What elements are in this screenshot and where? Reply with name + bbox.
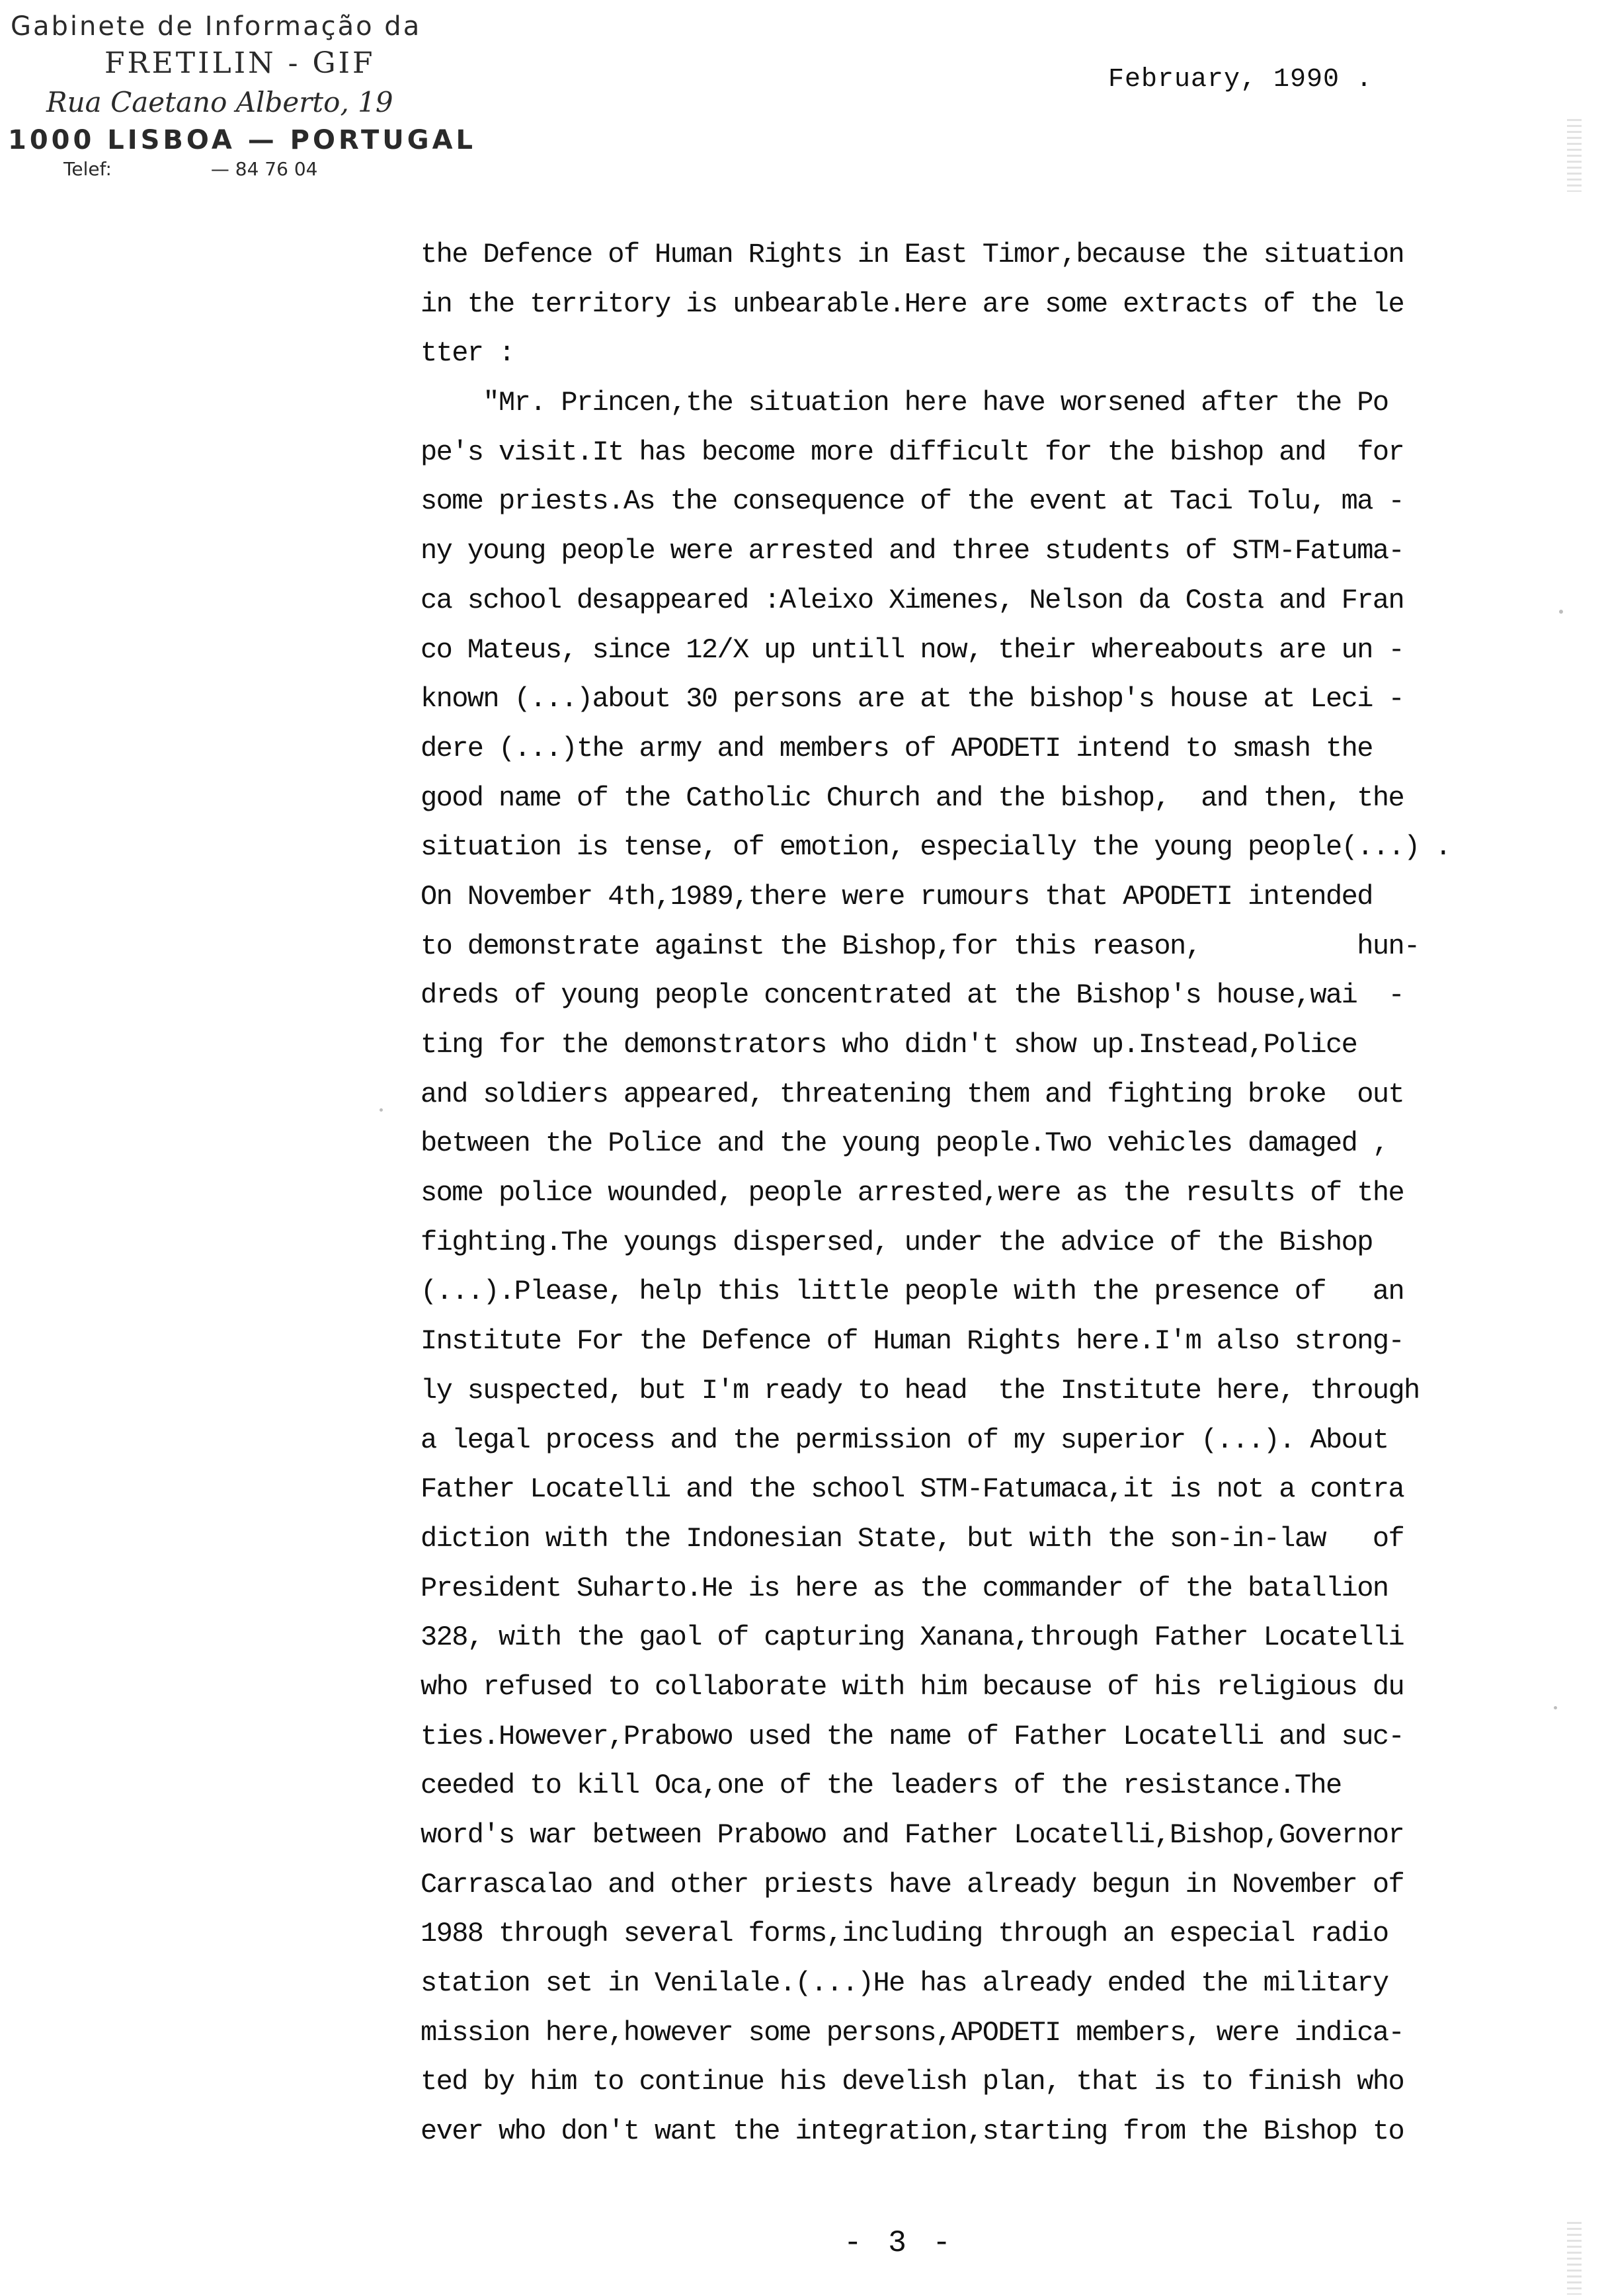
body-line: ceeded to kill Oca,one of the leaders of the resistance.The [421, 1770, 1342, 1802]
body-line: in the territory is unbearable.Here are some extracts of the le [421, 288, 1404, 320]
body-line: On November 4th,1989,there were rumours that APODETI intended [421, 880, 1373, 913]
body-line: Institute For the Defence of Human Rights here.I'm also strong- [421, 1325, 1404, 1358]
scan-edge-noise [1567, 119, 1582, 192]
body-line: ties.However,Prabowo used the name of Father Locatelli and suc- [421, 1720, 1404, 1752]
letter-body [421, 230, 1492, 2156]
body-line: pe's visit.It has become more difficult for the bishop and for [421, 436, 1404, 468]
body-line: diction with the Indonesian State, but with the son-in-law of [421, 1522, 1404, 1555]
body-line: situation is tense, of emotion, especially the young people(...) . [421, 831, 1451, 864]
body-line: who refused to collaborate with him because of his religious du [421, 1670, 1404, 1703]
body-line: some priests.As the consequence of the event at Taci Tolu, ma - [421, 485, 1404, 518]
body-line: known (...)about 30 persons are at the bishop's house at Leci - [421, 683, 1404, 716]
body-line: dere (...)the army and members of APODETI intend to smash the [421, 732, 1373, 764]
body-line: and soldiers appeared, threatening them and fighting broke out [421, 1078, 1404, 1110]
body-line: ly suspected, but I'm ready to head the Institute here, through [421, 1374, 1420, 1407]
scan-speck [380, 1108, 383, 1112]
scan-edge-noise [1567, 2222, 1582, 2295]
body-line: co Mateus, since 12/X up untill now, their whereabouts are un - [421, 634, 1404, 666]
body-line: station set in Venilale.(...)He has already ended the military [421, 1967, 1388, 2000]
stamp-phone-label: Telef: [63, 158, 112, 180]
stamp-phone [63, 160, 442, 179]
body-line: between the Police and the young people.Two vehicles damaged , [421, 1128, 1388, 1160]
stamp-city-country: 1000 LISBOA — PORTUGAL [8, 125, 477, 155]
body-line: good name of the Catholic Church and the bishop, and then, the [421, 782, 1404, 814]
body-line: ny young people were arrested and three students of STM-Fatuma- [421, 535, 1404, 567]
body-line: "Mr. Princen,the situation here have worsened after the Po [421, 387, 1388, 419]
body-line: word's war between Prabowo and Father Locatelli,Bishop,Governor [421, 1819, 1404, 1851]
stamp-office-name: Gabinete de Informação da [11, 11, 422, 42]
letter-date: February, 1990 . [1108, 65, 1373, 95]
body-line: Father Locatelli and the school STM-Fatumaca,it is not a contra [421, 1473, 1404, 1506]
stamp-phone-number: — 84 76 04 [210, 158, 318, 180]
stamp-street-address: Rua Caetano Alberto, 19 [46, 86, 393, 118]
organization-stamp [5, 11, 477, 180]
scan-speck [1559, 610, 1563, 614]
body-line: a legal process and the permission of my superior (...). About [421, 1424, 1388, 1456]
stamp-organization: FRETILIN - GIF [104, 46, 376, 80]
body-line: to demonstrate against the Bishop,for this reason, hun- [421, 930, 1420, 962]
body-line: mission here,however some persons,APODETI members, were indica- [421, 2016, 1404, 2049]
body-line: ever who don't want the integration,starting from the Bishop to [421, 2115, 1404, 2148]
body-line: 328, with the gaol of capturing Xanana,through Father Locatelli [421, 1621, 1404, 1654]
body-line: (...).Please, help this little people with the presence of an [421, 1276, 1404, 1308]
body-line: fighting.The youngs dispersed, under the advice of the Bishop [421, 1226, 1373, 1258]
body-line: ca school desappeared :Aleixo Ximenes, Nelson da Costa and Fran [421, 584, 1404, 616]
body-line: Carrascalao and other priests have already begun in November of [421, 1868, 1404, 1901]
body-line: tter : [421, 337, 514, 370]
body-line: some police wounded, people arrested,were as the results of the [421, 1177, 1404, 1210]
body-line: ting for the demonstrators who didn't show up.Instead,Police [421, 1029, 1357, 1061]
body-line: President Suharto.He is here as the commander of the batallion [421, 1572, 1388, 1604]
scan-speck [1554, 1706, 1557, 1709]
body-line: dreds of young people concentrated at the Bishop's house,wai - [421, 979, 1404, 1012]
body-line: 1988 through several forms,including through an especial radio [421, 1918, 1388, 1950]
body-line: ted by him to continue his develish plan, that is to finish who [421, 2066, 1404, 2098]
body-line: the Defence of Human Rights in East Timor,because the situation [421, 239, 1404, 270]
page-number: - 3 - [844, 2226, 955, 2260]
